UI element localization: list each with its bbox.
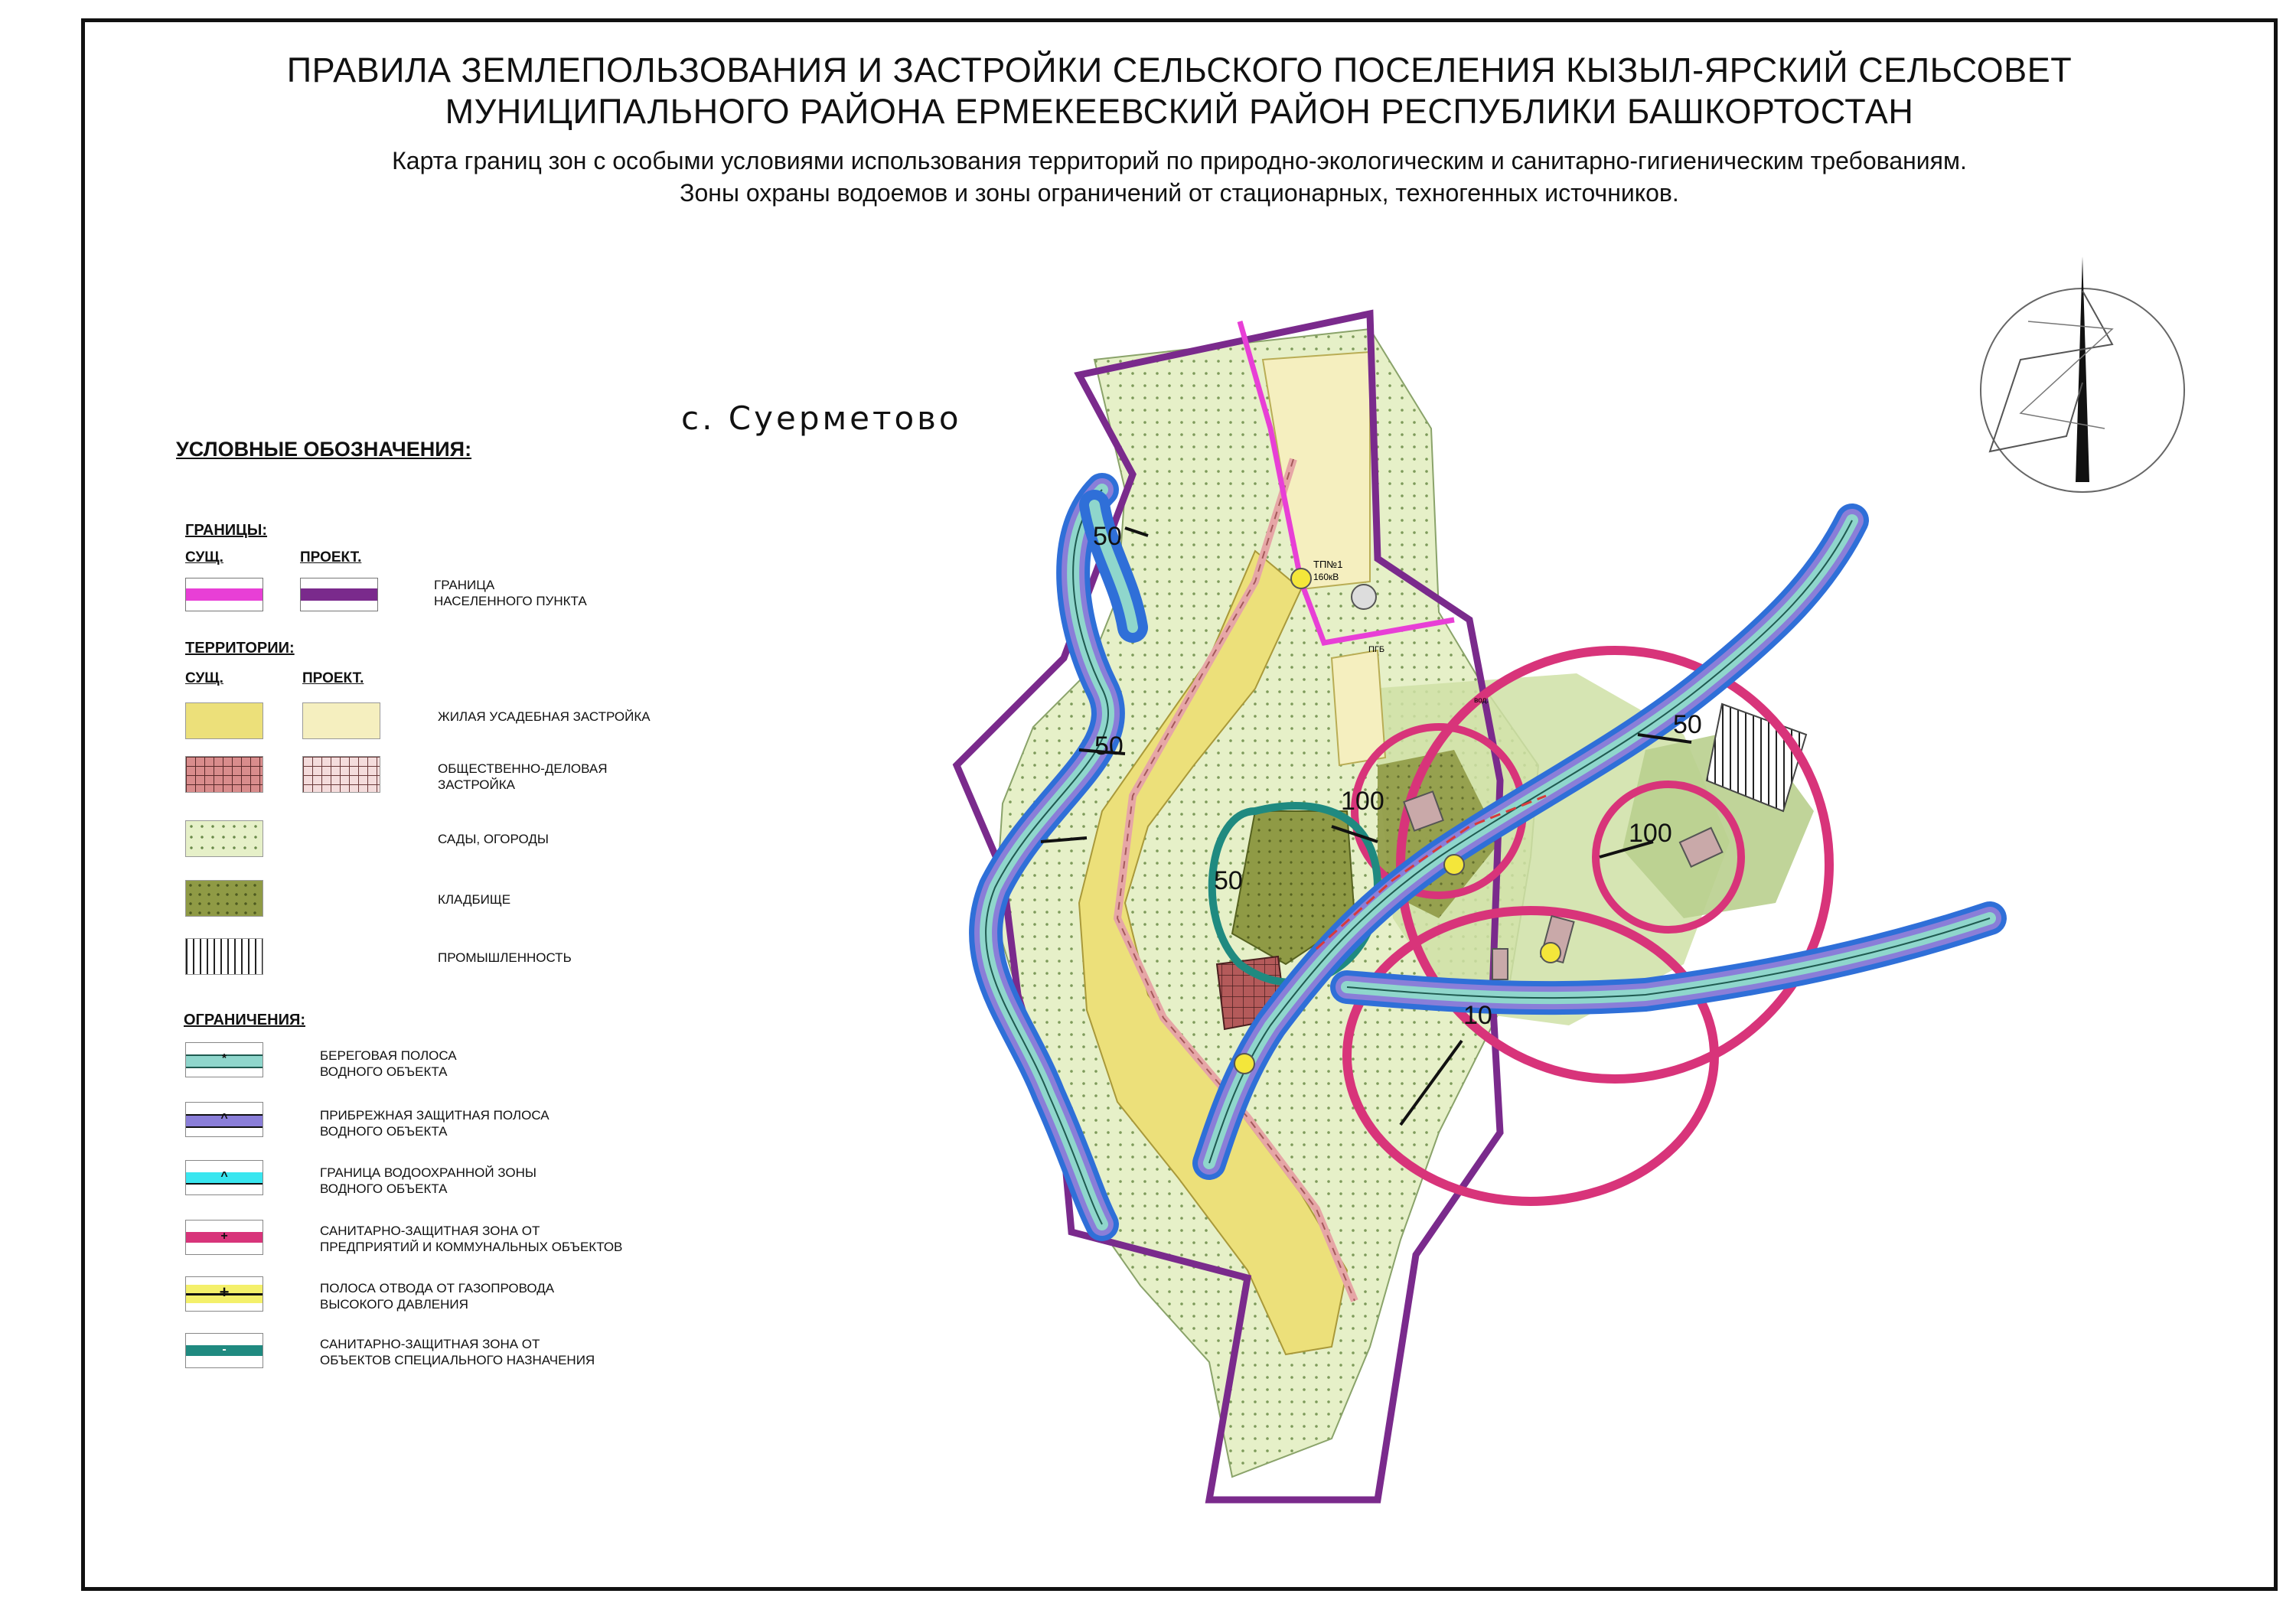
legend-residential-projected-swatch xyxy=(302,702,380,739)
legend-boundary-projected-swatch xyxy=(300,578,378,611)
legend-special-zone-label-2: ОБЪЕКТОВ СПЕЦИАЛЬНОГО НАЗНАЧЕНИЯ xyxy=(320,1353,595,1367)
legend-sanitary-zone-label-1: САНИТАРНО-ЗАЩИТНАЯ ЗОНА ОТ xyxy=(320,1224,540,1238)
zone-distance-label: 50 xyxy=(1214,866,1243,895)
legend-boundary-label-1: ГРАНИЦА xyxy=(434,578,495,592)
legend-water-protection-swatch: ^ xyxy=(185,1160,263,1195)
legend-water-protection-label-1: ГРАНИЦА ВОДООХРАННОЙ ЗОНЫ xyxy=(320,1165,536,1180)
zone-distance-label: 100 xyxy=(1629,819,1672,848)
legend-territories-projected: ПРОЕКТ. xyxy=(302,670,364,686)
legend-protective-strip-swatch: ^ xyxy=(185,1102,263,1137)
transformer-power: 160кВ xyxy=(1313,572,1339,582)
legend-restrictions-heading: ОГРАНИЧЕНИЯ: xyxy=(184,1012,305,1028)
legend-coastal-strip-label-1: БЕРЕГОВАЯ ПОЛОСА xyxy=(320,1048,457,1063)
legend-boundary-existing-swatch xyxy=(185,578,263,611)
legend-special-zone-swatch: - xyxy=(185,1333,263,1368)
zone-distance-label: 10 xyxy=(1463,1001,1492,1030)
legend-industry-label: ПРОМЫШЛЕННОСТЬ xyxy=(438,950,572,965)
legend-protective-strip-label-2: ВОДНОГО ОБЪЕКТА xyxy=(320,1124,448,1139)
north-arrow-icon xyxy=(1981,256,2184,492)
legend-boundaries-existing: СУЩ. xyxy=(185,549,223,565)
spring-label: вод. xyxy=(1474,696,1489,705)
legend-territories-heading: ТЕРРИТОРИИ: xyxy=(185,640,295,657)
zone-distance-label: 50 xyxy=(1673,710,1702,739)
subtitle-line-2: Зоны охраны водоемов и зоны ограничений от стационарных, техногенных источников. xyxy=(680,179,1679,207)
legend-coastal-strip-swatch: * xyxy=(185,1042,263,1077)
residential-east xyxy=(1332,650,1385,765)
legend-boundary-label-2: НАСЕЛЕННОГО ПУНКТА xyxy=(434,594,587,608)
title-line-2: МУНИЦИПАЛЬНОГО РАЙОНА ЕРМЕКЕЕВСКИЙ РАЙОН РЕСПУБЛИКИ БАШКОРТОСТАН xyxy=(445,92,1914,131)
legend-special-zone-label-1: САНИТАРНО-ЗАЩИТНАЯ ЗОНА ОТ xyxy=(320,1337,540,1351)
title-line-1: ПРАВИЛА ЗЕМЛЕПОЛЬЗОВАНИЯ И ЗАСТРОЙКИ СЕЛЬСКОГО ПОСЕЛЕНИЯ КЫЗЫЛ-ЯРСКИЙ СЕЛЬСОВЕТ xyxy=(286,51,2073,90)
legend-coastal-strip-label-2: ВОДНОГО ОБЪЕКТА xyxy=(320,1064,448,1079)
legend-residential-existing-swatch xyxy=(185,702,263,739)
legend-gas-pipeline-label-1: ПОЛОСА ОТВОДА ОТ ГАЗОПРОВОДА xyxy=(320,1281,555,1295)
legend-cemetery-label: КЛАДБИЩЕ xyxy=(438,892,511,907)
transformer-label: ТП№1 xyxy=(1313,559,1343,570)
legend-boundaries-heading: ГРАНИЦЫ: xyxy=(185,522,268,539)
legend-territories-existing: СУЩ. xyxy=(185,670,223,686)
legend-gas-pipeline-label-2: ВЫСОКОГО ДАВЛЕНИЯ xyxy=(320,1297,468,1312)
legend-gardens-swatch xyxy=(185,820,263,857)
legend-water-protection-label-2: ВОДНОГО ОБЪЕКТА xyxy=(320,1181,448,1196)
legend-gardens-label: САДЫ, ОГОРОДЫ xyxy=(438,832,549,846)
legend-industry-swatch xyxy=(185,938,263,975)
legend-title: УСЛОВНЫЕ ОБОЗНАЧЕНИЯ: xyxy=(176,438,472,461)
legend-public-existing-swatch xyxy=(185,756,263,793)
zone-distance-label: 100 xyxy=(1341,787,1384,816)
building xyxy=(1492,949,1508,979)
legend-residential-label: ЖИЛАЯ УСАДЕБНАЯ ЗАСТРОЙКА xyxy=(438,709,651,724)
legend-gas-pipeline-swatch: + xyxy=(185,1276,263,1312)
utility-marker[interactable] xyxy=(1444,855,1464,875)
legend-boundaries-projected: ПРОЕКТ. xyxy=(300,549,362,565)
utility-marker[interactable] xyxy=(1234,1054,1254,1074)
substation-label: ПГБ xyxy=(1368,645,1385,654)
village-label: с. Суерметово xyxy=(681,399,962,437)
zone-distance-label: 50 xyxy=(1093,522,1122,551)
zone-distance-label: 50 xyxy=(1094,732,1124,761)
legend-protective-strip-label-1: ПРИБРЕЖНАЯ ЗАЩИТНАЯ ПОЛОСА xyxy=(320,1108,550,1123)
legend-public-label-2: ЗАСТРОЙКА xyxy=(438,777,515,792)
subtitle-line-1: Карта границ зон с особыми условиями использования территорий по природно-экологическим и санитарно-гигиеническим требованиям. xyxy=(392,147,1967,174)
legend-sanitary-zone-swatch: + xyxy=(185,1220,263,1255)
legend-public-projected-swatch xyxy=(302,756,380,793)
legend-cemetery-swatch xyxy=(185,880,263,917)
legend-sanitary-zone-label-2: ПРЕДПРИЯТИЙ И КОММУНАЛЬНЫХ ОБЪЕКТОВ xyxy=(320,1240,623,1254)
utility-marker[interactable] xyxy=(1541,943,1561,963)
legend-public-label-1: ОБЩЕСТВЕННО-ДЕЛОВАЯ xyxy=(438,761,608,776)
